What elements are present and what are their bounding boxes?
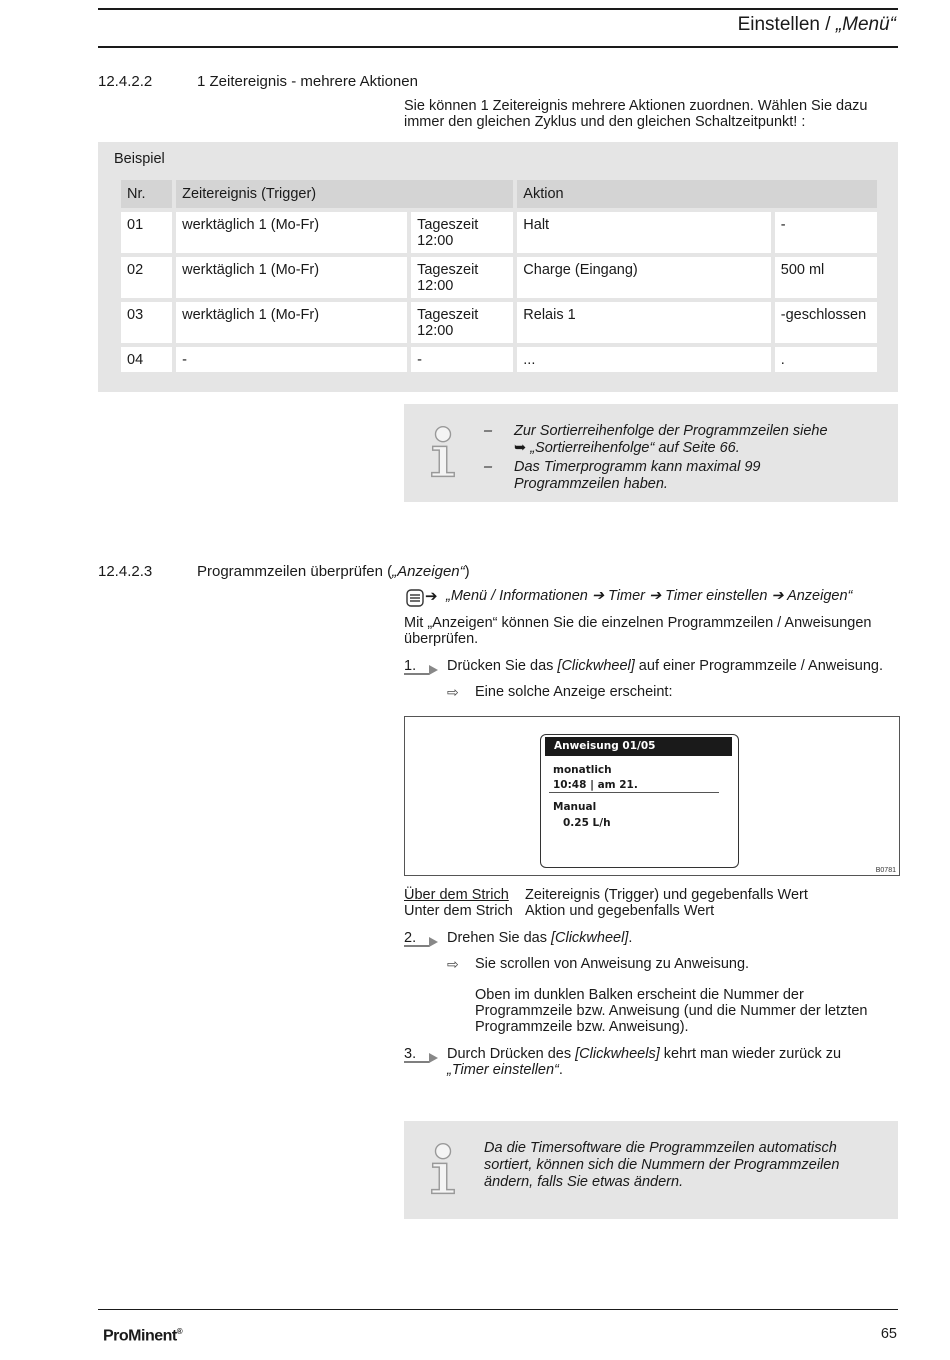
display-separator	[549, 792, 719, 793]
note-item	[484, 423, 884, 457]
table-cell: werktäglich 1 (Mo-Fr)	[176, 302, 407, 343]
step-result: Sie scrollen von Anweisung zu Anweisung.	[475, 956, 750, 972]
info-icon	[428, 1141, 458, 1197]
note-dash: –	[484, 423, 493, 439]
table-cell: -	[176, 347, 407, 372]
display-line: 0.25 L/h	[563, 817, 611, 829]
table-cell: ...	[517, 347, 770, 372]
table-cell: Tageszeit 12:00	[411, 302, 513, 343]
step-result-detail: Oben im dunklen Balken erscheint die Nummer der Programmzeile bzw. Anweisung (und die Nummer der letzten Programmzeile bzw. Anweisung).	[475, 987, 868, 1035]
footer-rule	[98, 1309, 898, 1310]
step-text: Drehen Sie das [Clickwheel].	[447, 930, 633, 946]
table-row	[121, 212, 877, 253]
arrow-right-icon: ➔	[425, 588, 438, 605]
table-cell: werktäglich 1 (Mo-Fr)	[176, 212, 407, 253]
example-table	[117, 176, 881, 376]
note-text: Da die Timersoftware die Programmzeilen automatisch sortiert, können sich die Nummern der Programmzeilen ändern, falls Sie etwas ändern.	[484, 1140, 840, 1190]
table-cell: 02	[121, 257, 172, 298]
table-row	[121, 347, 877, 372]
section-number: 12.4.2.2	[98, 73, 153, 90]
table-cell: werktäglich 1 (Mo-Fr)	[176, 257, 407, 298]
link-arrow-icon: ➥	[514, 440, 527, 456]
prominent-logo: ProMinent®	[103, 1327, 183, 1345]
table-header: Aktion	[517, 180, 877, 208]
step-text: Durch Drücken des [Clickwheels] kehrt man wieder zurück zu „Timer einstellen“.	[447, 1046, 842, 1078]
result-arrow-icon: ⇨	[447, 956, 459, 972]
table-row	[121, 257, 877, 298]
top-rule	[98, 8, 898, 10]
table-cell: Tageszeit 12:00	[411, 212, 513, 253]
note-dash: –	[484, 459, 493, 475]
table-cell: Relais 1	[517, 302, 770, 343]
device-display	[540, 734, 739, 868]
table-cell: -geschlossen	[775, 302, 877, 343]
legend-label-above: Über dem Strich	[404, 887, 509, 903]
note-text: Zur Sortierreihenfolge der Programmzeilen siehe	[514, 423, 828, 439]
page-header-title: Einstellen / „Menü“	[737, 14, 896, 35]
step-number: 1.	[404, 658, 417, 674]
step-arrow-icon	[404, 934, 438, 948]
display-title-bar: Anweisung 01/05	[545, 737, 732, 756]
table-header: Nr.	[121, 180, 172, 208]
display-line: monatlich	[553, 764, 612, 776]
page-number: 65	[880, 1326, 897, 1342]
display-line: 10:48 | am 21.	[553, 779, 638, 791]
table-cell: Tageszeit 12:00	[411, 257, 513, 298]
figure-code: B0781	[875, 867, 896, 874]
step-number: 3.	[404, 1046, 417, 1062]
step-text: Drücken Sie das [Clickwheel] auf einer Programmzeile / Anweisung.	[447, 658, 884, 674]
menu-icon	[406, 589, 424, 612]
step-arrow-icon	[404, 1050, 438, 1064]
example-label: Beispiel	[114, 151, 165, 167]
table-cell: 04	[121, 347, 172, 372]
header-rule	[98, 46, 898, 48]
section-title: 1 Zeitereignis - mehrere Aktionen	[197, 73, 418, 90]
table-cell: -	[775, 212, 877, 253]
legend-text-above: Zeitereignis (Trigger) und gegebenfalls Wert	[525, 887, 808, 903]
info-icon	[428, 424, 458, 480]
table-cell: Halt	[517, 212, 770, 253]
table-cell: 500 ml	[775, 257, 877, 298]
table-cell: 01	[121, 212, 172, 253]
section-intro: Mit „Anzeigen“ können Sie die einzelnen Programmzeilen / Anweisungen überprüfen.	[404, 615, 872, 647]
display-figure	[404, 716, 900, 876]
table-cell: Charge (Eingang)	[517, 257, 770, 298]
step-result: Eine solche Anzeige erscheint:	[475, 684, 673, 700]
table-cell: 03	[121, 302, 172, 343]
table-cell: -	[411, 347, 513, 372]
legend-label-below: Unter dem Strich	[404, 903, 513, 919]
result-arrow-icon: ⇨	[447, 684, 459, 700]
menu-path: „Menü / Informationen ➔ Timer ➔ Timer einstellen ➔ Anzeigen“	[446, 588, 853, 604]
table-cell: .	[775, 347, 877, 372]
table-header-row	[121, 180, 877, 208]
note-link[interactable]: „Sortierreihenfolge“ auf Seite 66.	[530, 440, 740, 456]
table-header: Zeitereignis (Trigger)	[176, 180, 513, 208]
section-number: 12.4.2.3	[98, 563, 153, 580]
step-number: 2.	[404, 930, 417, 946]
display-line: Manual	[553, 801, 597, 813]
legend-text-below: Aktion und gegebenfalls Wert	[525, 903, 715, 919]
note-item	[484, 459, 884, 493]
info-note-list	[484, 423, 884, 493]
table-row	[121, 302, 877, 343]
section-title: Programmzeilen überprüfen („Anzeigen“)	[197, 563, 470, 580]
section-intro: Sie können 1 Zeitereignis mehrere Aktionen zuordnen. Wählen Sie dazu immer den gleichen Zyklus und den gleichen Schaltzeitpunkt! :	[404, 98, 868, 130]
note-text: Das Timerprogramm kann maximal 99 Programmzeilen haben.	[514, 459, 761, 492]
step-arrow-icon	[404, 662, 438, 676]
